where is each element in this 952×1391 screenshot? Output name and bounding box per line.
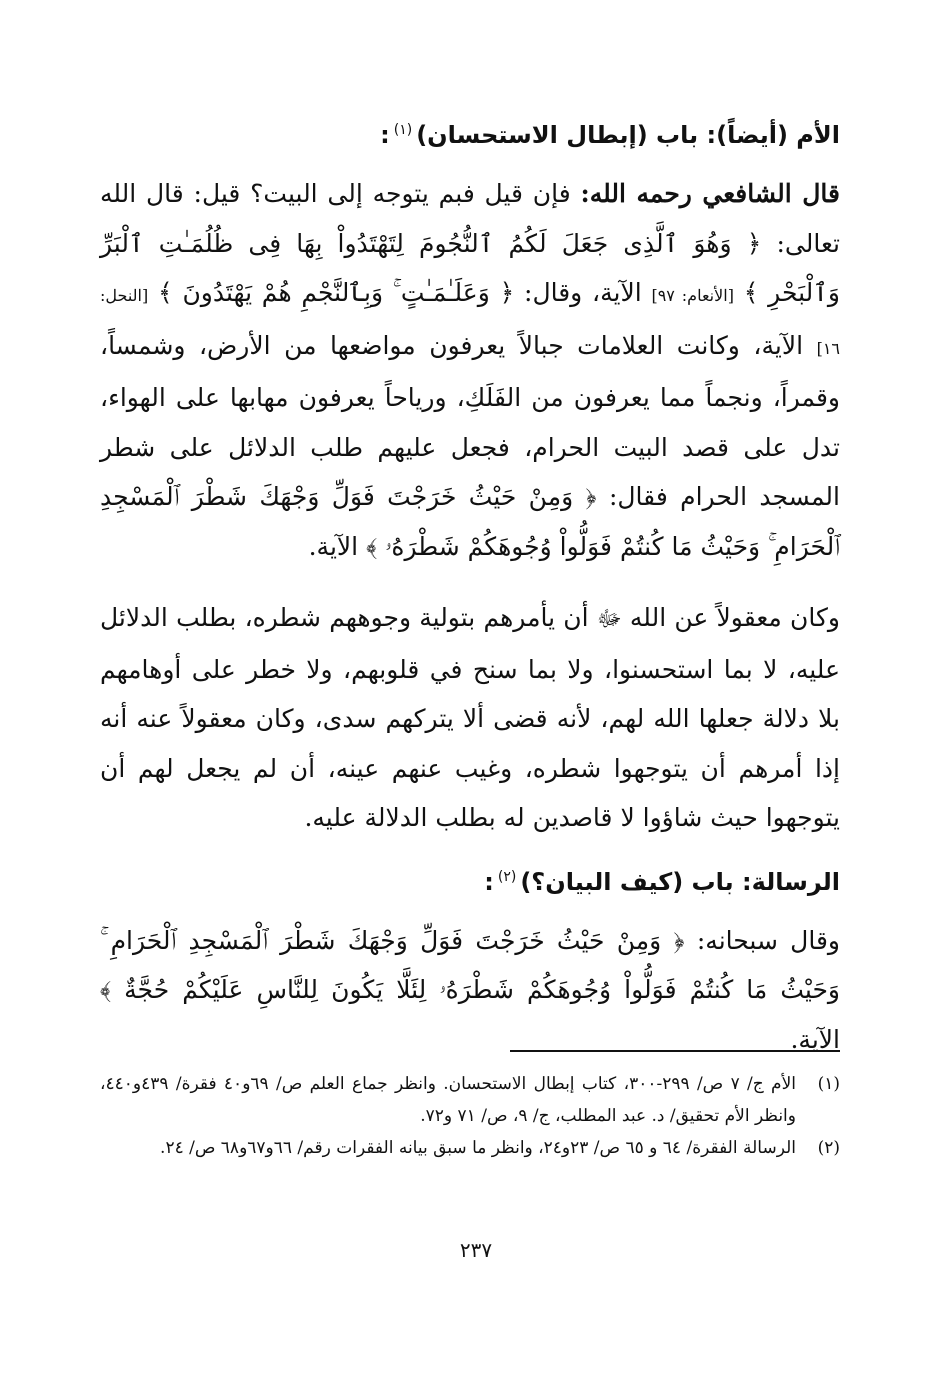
heading-text: الأم (أيضاً): باب (إبطال الاستحسان) — [416, 121, 840, 149]
footnote-item — [100, 1068, 840, 1132]
footnotes — [100, 1068, 840, 1164]
footnote-item — [100, 1132, 840, 1164]
paragraph-text: وكان معقولاً عن الله — [629, 603, 840, 632]
section-heading-al-umm — [100, 110, 840, 155]
paragraph-text: الآية. — [790, 1024, 840, 1054]
paragraph-text: وقال سبحانه: — [696, 925, 840, 955]
footnote-divider — [510, 1050, 840, 1052]
footnote-ref: (٢) — [497, 868, 517, 885]
verse-citation: [الأنعام: ٩٧] — [651, 286, 734, 305]
paragraph-verse — [100, 916, 840, 1065]
verse-citation: [النحل: ١٦] — [100, 286, 841, 358]
paragraph-shafii-quote — [100, 169, 840, 571]
footnote-number: (١) — [817, 1074, 840, 1094]
quran-verse: ﴿ وَمِنْ حَيْثُ خَرَجْتَ فَوَلِّ وَجْهَكَ شَطْرَ ٱلْمَسْجِدِ ٱلْحَرَامِ ۚ وَحَيْثُ مَا كُنتُمْ فَوَلُّواْ وُجُوهَكُمْ شَطْرَهُۥ لِئَلَّا يَكُونَ لِلنَّاسِ عَلَيْكُمْ حُجَّةٌ ﴾ — [100, 925, 840, 1004]
paragraph-text: أن يأمرهم بتولية وجوههم شطره، بطلب الدلائل عليه، لا بما استحسنوا، ولا بما سنح في قلوبهم، ولا خطر على أوهامهم بلا دلالة جعلها الله لهم، لأنه قضى ألا يتركهم سدى، وكان معقولاً عنه أنه إذا أمرهم أن يتوجهوا شطره، وغيب عنهم عينه، أن لم يجعل لهم أن يتوجهوا حيث شاؤوا لا قاصدين له بطلب الدلالة عليه. — [100, 603, 840, 832]
heading-text: الرسالة: باب (كيف البيان؟) — [520, 867, 840, 896]
footnote-text: الأم ج/ ٧ ص/ ٢٩٩-٣٠٠، كتاب إبطال الاستحسان. وانظر جماع العلم ص/ ٦٩و٤٠ فقرة/ ٤٣٩و٤٤٠، وانظر الأم تحقيق/ د. عبد المطلب، ج/ ٩، ص/ ٧١ و٧٢. — [100, 1074, 796, 1126]
paragraph-text: الآية، وكانت العلامات جبالاً يعرفون مواضعها من الأرض، وشمساً، وقمراً، ونجماً مما يعرفون من الفَلَكِ، ورياحاً يعرفون مهابها على الهواء، تدل على قصد البيت الحرام، فجعل عليهم طلب الدلائل على شطر المسجد الحرام فقال: — [100, 330, 840, 511]
quran-verse: ﴿ وَهُوَ ٱلَّذِى جَعَلَ لَكُمُ ٱلنُّجُومَ لِتَهْتَدُواْ بِهَا فِى ظُلُمَـٰتِ ٱلْبَرِّ وَٱلْبَحْرِ ﴾ — [100, 228, 840, 307]
section-heading-risala — [100, 857, 840, 902]
page-number: ٢٣٧ — [459, 1238, 493, 1262]
footnote-number: (٢) — [817, 1138, 840, 1158]
paragraph-reasoning — [100, 593, 840, 843]
honorific-symbol: ﷻ — [596, 607, 622, 632]
speaker-label: قال الشافعي رحمه الله: — [580, 179, 840, 208]
spacer — [100, 843, 840, 857]
paragraph-text: فإن قيل فبم يتوجه إلى البيت؟ قيل: قال الله تعالى: — [100, 179, 840, 258]
spacer — [100, 902, 840, 916]
spacer — [100, 155, 840, 169]
quran-verse: ﴿ وَمِنْ حَيْثُ خَرَجْتَ فَوَلِّ وَجْهَكَ شَطْرَ ٱلْمَسْجِدِ ٱلْحَرَامِ ۚ وَحَيْثُ مَا كُنتُمْ فَوَلُّواْ وُجُوهَكُمْ شَطْرَهُۥ ﴾ — [100, 482, 840, 561]
quran-verse: ﴿ وَعَلَـٰمَـٰتٍ ۚ وَبِٱلنَّجْمِ هُمْ يَهْتَدُونَ ﴾ — [158, 278, 515, 307]
paragraph-text: الآية، وقال: — [524, 278, 642, 307]
footnote-ref: (١) — [393, 122, 413, 138]
paragraph-text: الآية. — [308, 531, 359, 561]
heading-colon: : — [380, 121, 390, 149]
heading-colon: : — [484, 867, 494, 896]
footnote-text: الرسالة الفقرة/ ٦٤ و ٦٥ ص/ ٢٣و٢٤، وانظر ما سبق بيانه الفقرات رقم/ ٦٦و٦٧و٦٨ ص/ ٢٤. — [160, 1138, 796, 1158]
spacer — [100, 571, 840, 593]
